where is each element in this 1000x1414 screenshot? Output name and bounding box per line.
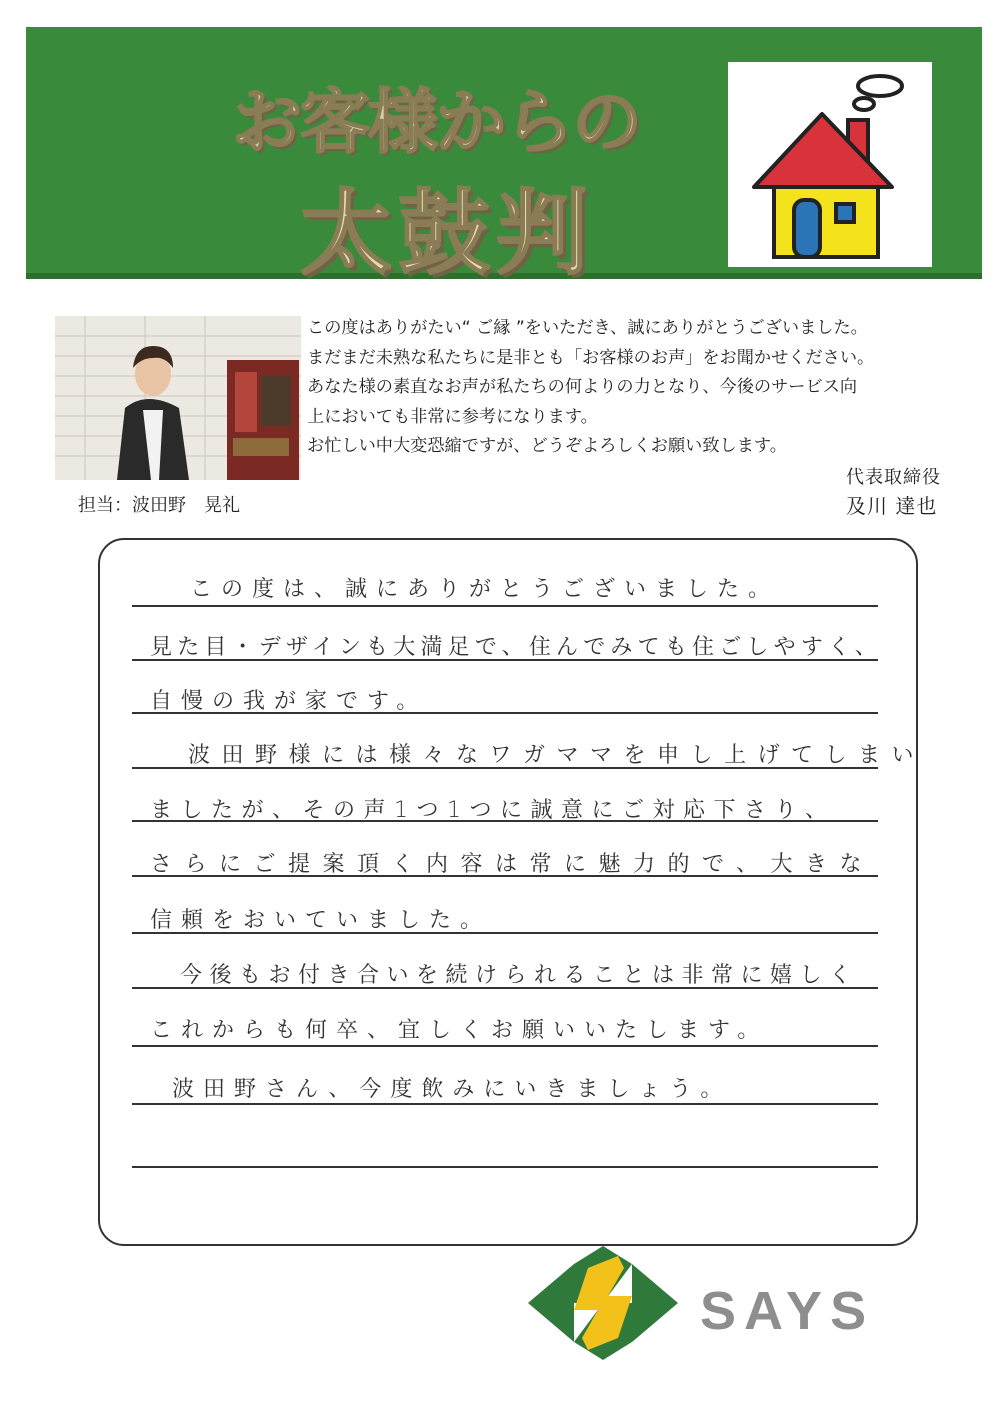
ruled-line — [132, 1045, 878, 1047]
intro-text — [307, 314, 957, 462]
message-line: ましたが、その声1つ1つに誠意にご対応下さり、 — [150, 798, 836, 823]
ruled-line — [132, 875, 878, 877]
intro-line: まだまだ未熟な私たちに是非とも「お客様のお声」をお聞かせください。 — [307, 347, 875, 368]
message-line: 自慢の我が家です。 — [150, 689, 428, 714]
signature-name: 及川 達也 — [846, 494, 938, 518]
message-line: さらにご提案頂く内容は常に魅力的で、大きな — [150, 852, 875, 877]
ruled-line — [132, 659, 878, 661]
title-line-1: お客様からの — [232, 81, 640, 163]
message-line: 波田野さん、今度飲みにいきましょう。 — [172, 1077, 732, 1102]
intro-line: あなた様の素直なお声が私たちの何よりの力となり、今後のサービス向 — [307, 377, 858, 397]
ruled-line — [132, 1166, 878, 1168]
message-line: 今後もお付き合いを続けられることは非常に嬉しく — [180, 963, 859, 988]
message-line: この度は、誠にありがとうございました。 — [190, 577, 780, 602]
intro-line: お忙しい中大変恐縮ですが、どうぞよろしくお願い致します。 — [307, 436, 787, 456]
message-line: 信頼をおいていました。 — [150, 908, 492, 933]
brand-name: SAYS — [700, 1281, 875, 1341]
signature-title: 代表取締役 — [846, 467, 941, 488]
ruled-line — [132, 820, 878, 822]
ruled-line — [132, 767, 878, 769]
staff-label: 担当：波田野 晃礼 — [78, 495, 240, 516]
message-line: 波田野様には様々なワガママを申し上げてしまい — [188, 743, 926, 768]
staff-photo — [55, 316, 301, 480]
house-icon — [728, 62, 932, 267]
ruled-line — [132, 932, 878, 934]
intro-line: 上においても非常に参考になります。 — [307, 406, 598, 427]
message-line: 見た目・デザインも大満足で、住んでみても住ごしやすく、 — [150, 635, 882, 660]
intro-line: この度はありがたい“ ご縁 ”をいただき、誠にありがとうございました。 — [307, 318, 868, 338]
ruled-line — [132, 712, 878, 714]
message-line: これからも何卒、宜しくお願いいたします。 — [150, 1018, 769, 1043]
ruled-line — [132, 1103, 878, 1105]
title-line-2: 太鼓判 — [300, 180, 595, 287]
ruled-line — [132, 605, 878, 607]
ruled-line — [132, 987, 878, 989]
says-logo-icon — [528, 1246, 678, 1360]
